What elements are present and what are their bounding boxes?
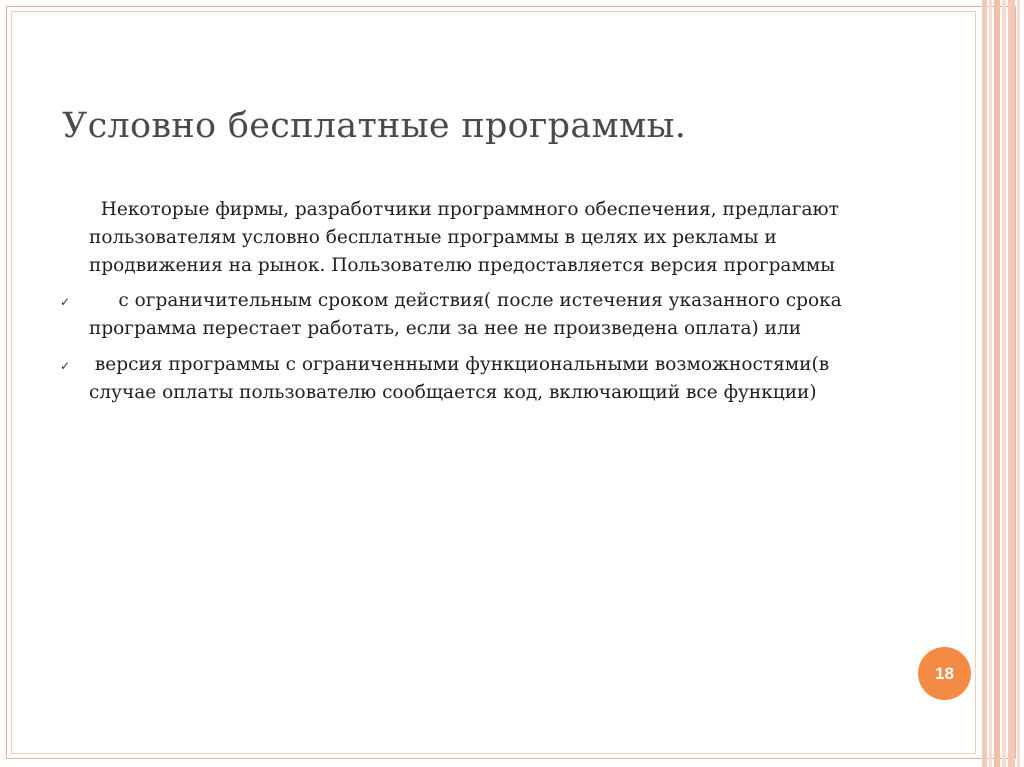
checkmark-icon: ✓	[60, 359, 71, 373]
bullet-item	[60, 351, 900, 407]
decor-stripe	[994, 0, 1000, 767]
page-number-badge: 18	[918, 647, 971, 700]
intro-paragraph: Некоторые фирмы, разработчики программного обеспечения, предлагают пользователям условно бесплатные программы в целях их рекламы и продвижения на рынок. Пользователю предоставляется версия программы	[89, 199, 845, 276]
decor-stripe	[1002, 0, 1006, 767]
slide-title: Условно бесплатные программы.	[62, 106, 687, 146]
bullet-text: версия программы с ограниченными функциональными возможностями(в случае оплаты пользователю сообщается код, включающий все функции)	[89, 354, 835, 403]
bullet-item	[60, 287, 900, 343]
slide-content	[60, 196, 900, 415]
decor-stripe	[989, 0, 992, 767]
bullet-text: с ограничительным сроком действия( после истечения указанного срока программа перестает работать, если за нее не произведена оплата) или	[89, 290, 848, 339]
decor-stripe	[1008, 0, 1015, 767]
decor-stripe	[982, 0, 987, 767]
checkmark-icon: ✓	[60, 295, 71, 309]
decor-stripe	[1017, 0, 1020, 767]
